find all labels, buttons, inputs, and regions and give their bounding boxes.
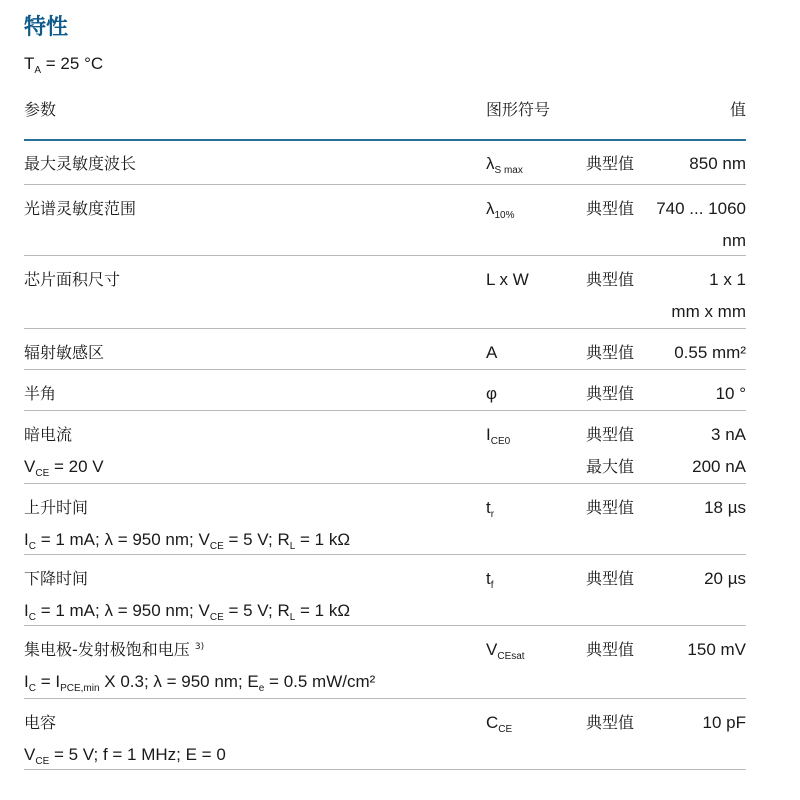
param-name: 下降时间 [24, 569, 89, 588]
value-type-cell [586, 707, 634, 739]
param-name: 暗电流 [24, 425, 73, 444]
value-type: 典型值 [586, 640, 635, 659]
value-type: 最大值 [586, 457, 635, 476]
param-condition: $I_C = I_{PCE,min}$ X 0.3; λ = 950 nm; $E_e = 0.5$ mW/cm² [24, 672, 376, 694]
param-condition: $I_C = 1$ mA; λ = 950 nm; $V_{CE} = 5$ V; $R_L = 1$ kΩ [24, 530, 351, 552]
characteristics-table [24, 140, 746, 770]
table-row [24, 626, 746, 699]
value-cell [704, 563, 746, 595]
value-cell [656, 193, 746, 257]
param-name: 最大灵敏度波长 [24, 154, 137, 173]
value-cell [703, 707, 746, 739]
value-type-cell [586, 378, 634, 410]
symbol-cell: φ [486, 384, 498, 403]
table-row [24, 370, 746, 411]
value-text: 3 nA [711, 425, 746, 444]
symbol-cell: $t_f$ [486, 569, 494, 591]
symbol-cell: $\lambda_{S max}$ [486, 154, 523, 176]
symbol-cell: $V_{CEsat}$ [486, 640, 525, 662]
param-name: 半角 [24, 384, 57, 403]
value-text: 10 ° [715, 384, 746, 403]
table-row [24, 555, 746, 626]
value-type: 典型值 [586, 199, 635, 218]
value-type: 典型值 [586, 425, 635, 444]
value-text: 18 µs [704, 498, 746, 517]
value-text: nm [722, 231, 746, 250]
symbol-cell: A [486, 343, 498, 362]
table-row [24, 329, 746, 370]
param-name: 集电极-发射极饱和电压 $^{3)}$ [24, 640, 205, 659]
param-cell [24, 378, 56, 410]
value-text: 150 mV [687, 640, 746, 659]
param-cell [24, 337, 104, 369]
param-condition: $I_C = 1$ mA; λ = 950 nm; $V_{CE} = 5$ V; $R_L = 1$ kΩ [24, 601, 351, 623]
table-row [24, 484, 746, 555]
param-cell [24, 419, 104, 483]
value-type: 典型值 [586, 343, 635, 362]
value-type: 典型值 [586, 384, 635, 403]
header-param: 参数 [24, 100, 57, 119]
value-type: 典型值 [586, 270, 635, 289]
value-type-cell [586, 492, 634, 524]
value-cell [716, 378, 746, 410]
param-condition: $V_{CE} = 20$ V [24, 457, 104, 479]
value-cell [704, 492, 746, 524]
param-name: 光谱灵敏度范围 [24, 199, 137, 218]
header-symbol: 图形符号 [486, 100, 551, 119]
value-text: mm x mm [671, 302, 746, 321]
table-row [24, 411, 746, 484]
symbol-cell: $C_{CE}$ [486, 713, 513, 735]
param-name: 上升时间 [24, 498, 89, 517]
table-row [24, 140, 746, 185]
value-text: 850 nm [689, 154, 746, 173]
param-name: 辐射敏感区 [24, 343, 105, 362]
value-text: 20 µs [704, 569, 746, 588]
param-cell [24, 148, 136, 180]
value-type-cell [586, 264, 634, 296]
param-cell [24, 193, 136, 225]
table-row [24, 699, 746, 770]
param-cell [24, 634, 375, 698]
param-name: 电容 [24, 713, 57, 732]
table-header [24, 95, 746, 141]
value-type-cell [586, 148, 634, 180]
value-type-cell [586, 193, 634, 225]
value-text: 1 x 1 [709, 270, 746, 289]
symbol-cell: $t_r$ [486, 498, 495, 520]
param-cell [24, 707, 226, 771]
value-type: 典型值 [586, 498, 635, 517]
value-cell [687, 634, 746, 666]
value-text: 740 ... 1060 [656, 199, 746, 218]
value-cell [671, 264, 746, 328]
value-text: 10 pF [702, 713, 746, 732]
value-text: 0.55 mm² [674, 343, 746, 362]
value-type-cell [586, 337, 634, 369]
value-type-cell [586, 563, 634, 595]
value-type-cell [586, 634, 634, 666]
symbol-cell: $I_{CE0}$ [486, 425, 511, 447]
value-type-cell [586, 419, 634, 483]
param-name: 芯片面积尺寸 [24, 270, 121, 289]
section-title: 特性 [24, 15, 69, 40]
value-type: 典型值 [586, 154, 635, 173]
value-cell [674, 337, 746, 369]
value-type: 典型值 [586, 713, 635, 732]
param-cell [24, 563, 350, 627]
param-condition: $V_{CE} = 5$ V; f = 1 MHz; E = 0 [24, 745, 226, 767]
value-type: 典型值 [586, 569, 635, 588]
param-cell [24, 264, 120, 296]
ambient-condition: $T_A = 25$ °C [24, 54, 104, 76]
symbol-cell: $\lambda_{10\%}$ [486, 199, 515, 221]
value-cell [692, 419, 746, 483]
symbol-cell: L x W [486, 270, 529, 289]
param-cell [24, 492, 350, 556]
header-value: 值 [729, 100, 746, 119]
table-row [24, 185, 746, 256]
table-row [24, 256, 746, 329]
value-cell [689, 148, 746, 180]
value-text: 200 nA [692, 457, 746, 476]
